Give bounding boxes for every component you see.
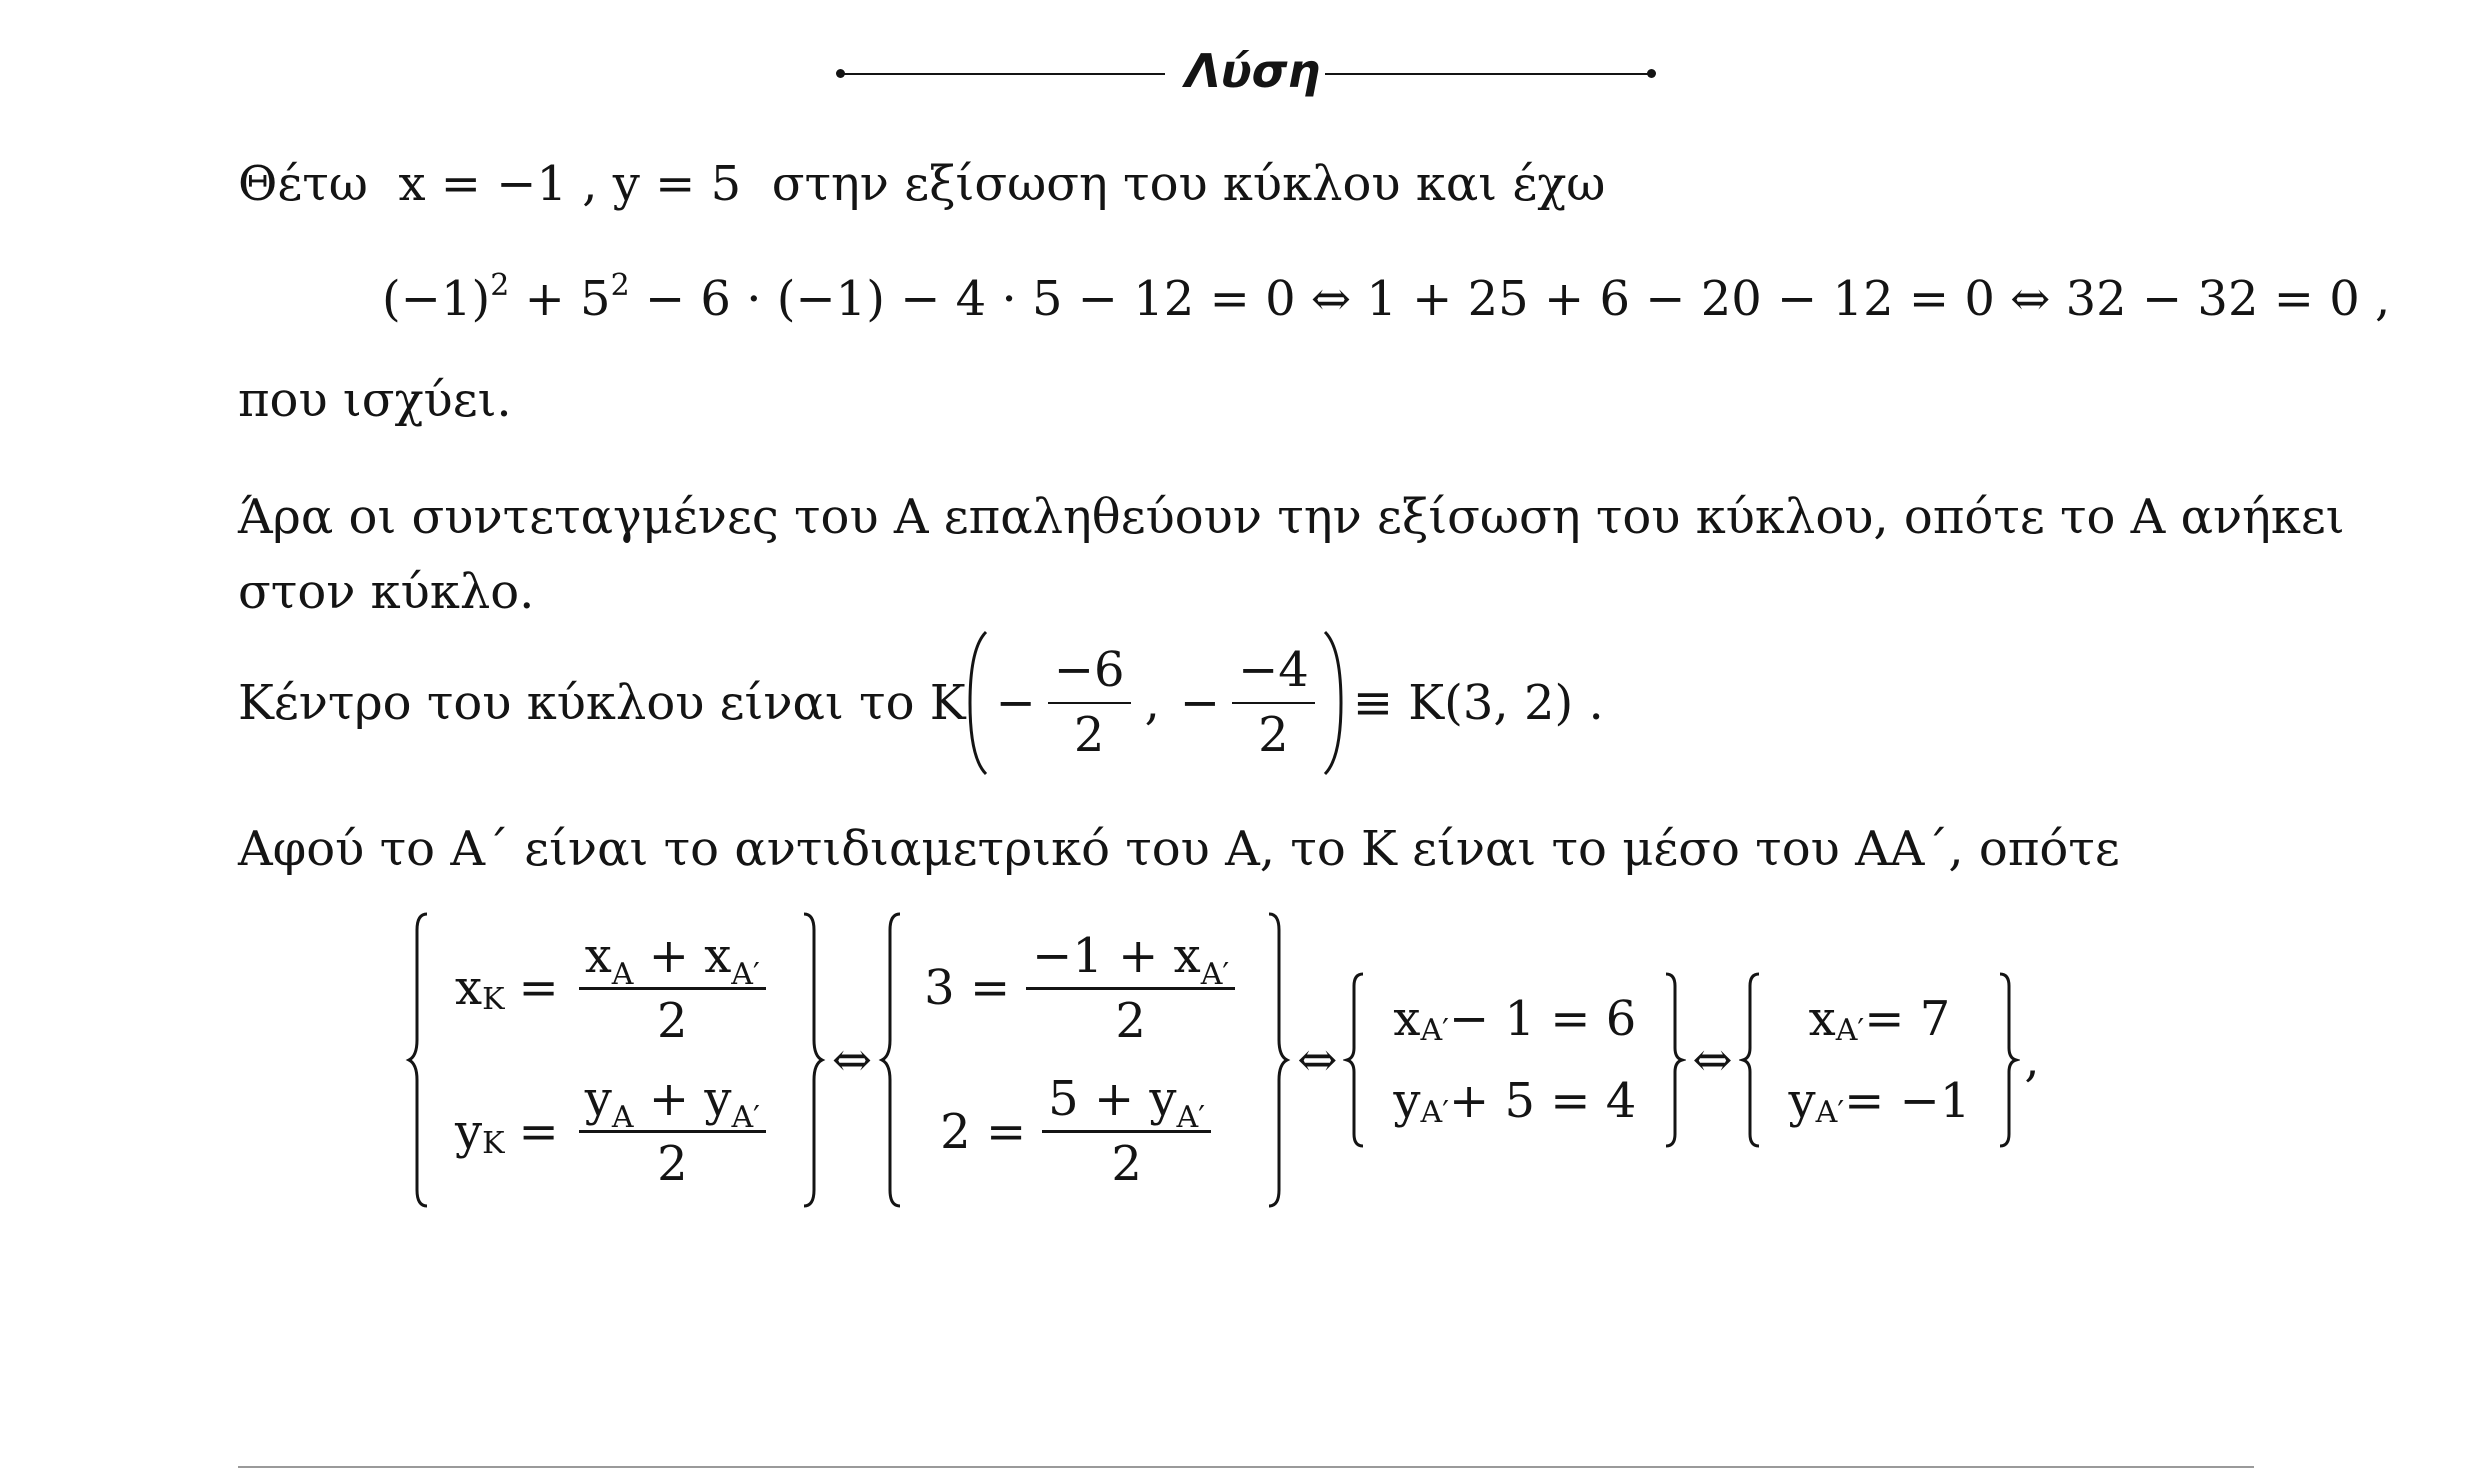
left-paren — [966, 628, 990, 778]
fraction-x-num: −6 — [1053, 642, 1125, 699]
s1-r1-lhs: x — [455, 960, 483, 1017]
fraction-x-bar — [1048, 702, 1131, 705]
s1-r1-num-b: x — [704, 927, 732, 984]
system4-row1 — [1808, 991, 1951, 1048]
s3-r1-b: − 1 = 6 — [1448, 991, 1637, 1047]
system3-right-brace — [1660, 970, 1686, 1150]
equation-check — [382, 268, 2391, 327]
solution-title: Λύση — [1185, 44, 1321, 98]
s2-r2-den: 2 — [1111, 1135, 1142, 1192]
intro-eq-x: x = −1 , — [398, 156, 598, 212]
s4-r2-sub: A′ — [1815, 1095, 1845, 1130]
s1-r2-lhs-sub: K — [482, 1125, 505, 1161]
s2-r1-frac — [1026, 927, 1235, 1049]
iff-1: ⇔ — [831, 1032, 873, 1088]
s1-r2-eq: = — [518, 1103, 559, 1160]
intro-suffix: στην εξίσωση του κύκλου και έχω — [771, 156, 1606, 212]
system3 — [1393, 991, 1637, 1130]
system2-left-brace — [878, 910, 906, 1210]
s1-r2-num-b-sub: A′ — [731, 1100, 760, 1135]
para3: Αφού το A΄ είναι το αντιδιαμετρικό του A, το K είναι το μέσο του AA΄, οπότε — [238, 821, 2120, 877]
para2-line1: Άρα οι συντεταγμένες του A επαληθεύουν την εξίσωση του κύκλου, οπότε το A ανήκει — [238, 489, 2345, 545]
center-line — [238, 628, 1604, 778]
eq-exp-1: 2 — [490, 268, 510, 303]
eq-term-2: + 5 — [509, 271, 611, 327]
system2-row2 — [924, 1071, 1241, 1192]
system3-row2 — [1393, 1073, 1637, 1130]
fraction-x — [1048, 642, 1131, 764]
equation-system — [405, 910, 2040, 1210]
center-comma: , — [1144, 675, 1160, 731]
system1-right-brace — [798, 910, 826, 1210]
s1-r2-den: 2 — [657, 1135, 688, 1192]
s1-r1-num-a-sub: A — [611, 956, 634, 992]
center-minus-2: − — [1179, 675, 1221, 731]
s3-r1-a: x — [1393, 991, 1421, 1047]
eq-rest: − 6 · (−1) − 4 · 5 − 12 = 0 ⇔ 1 + 25 + 6 − 20 − 12 = 0 ⇔ 32 − 32 = 0 , — [629, 271, 2391, 327]
s4-r1-a: x — [1808, 991, 1836, 1047]
intro-line — [238, 156, 1606, 212]
fraction-y-den: 2 — [1258, 707, 1289, 764]
right-paren — [1321, 628, 1345, 778]
intro-prefix: Θέτω — [238, 156, 368, 212]
system4-right-brace — [1994, 970, 2020, 1150]
system2-row1 — [924, 927, 1241, 1049]
s2-r2-lhs: 2 = — [940, 1103, 1027, 1160]
s1-r2-plus: + — [648, 1071, 690, 1127]
fraction-y-bar — [1232, 702, 1315, 705]
s1-r2-num — [579, 1071, 766, 1135]
system3-row1 — [1393, 991, 1637, 1048]
s2-r1-den: 2 — [1115, 992, 1146, 1049]
s2-r2-num-sub: A′ — [1176, 1100, 1206, 1135]
system1 — [455, 927, 772, 1192]
holds-text: που ισχύει. — [238, 372, 512, 428]
eq-term-1: (−1) — [382, 271, 491, 327]
system2 — [924, 927, 1241, 1192]
system3-left-brace — [1343, 970, 1369, 1150]
system1-row1 — [455, 927, 772, 1049]
s2-r2-num-text: 5 + y — [1048, 1071, 1177, 1127]
fraction-y — [1232, 642, 1315, 764]
s1-r2-num-b: y — [704, 1071, 732, 1127]
header-rule-right — [1325, 73, 1650, 75]
system4-row2 — [1788, 1073, 1971, 1130]
s1-r1-num-b-sub: A′ — [731, 956, 760, 992]
s3-r2-sub: A′ — [1420, 1095, 1450, 1130]
system1-row2 — [455, 1071, 772, 1192]
s1-r1-num-a: x — [584, 927, 612, 984]
s2-r1-lhs: 3 = — [924, 960, 1011, 1017]
s4-r1-b: = 7 — [1864, 991, 1951, 1047]
s2-r1-num — [1026, 927, 1235, 992]
s1-r1-num — [579, 927, 766, 992]
s4-r1-sub: A′ — [1835, 1013, 1865, 1048]
system2-right-brace — [1263, 910, 1291, 1210]
s3-r2-a: y — [1393, 1073, 1421, 1129]
s3-r1-sub: A′ — [1420, 1013, 1449, 1048]
s1-r1-eq: = — [518, 960, 559, 1017]
header-rule-left — [840, 73, 1165, 75]
s1-r1-lhs-sub: K — [482, 982, 505, 1018]
eq-exp-2: 2 — [610, 268, 630, 303]
s1-r2-num-a-sub: A — [611, 1100, 634, 1135]
iff-3: ⇔ — [1692, 1032, 1733, 1088]
para2-line2: στον κύκλο. — [238, 564, 535, 620]
s2-r2-num — [1042, 1071, 1211, 1135]
s1-r2-lhs: y — [455, 1103, 483, 1160]
s2-r2-frac — [1042, 1071, 1211, 1192]
s3-r2-b: + 5 = 4 — [1449, 1073, 1637, 1129]
s1-r1-plus: + — [648, 927, 689, 984]
s1-r2-frac — [579, 1071, 766, 1192]
center-minus-1: − — [995, 675, 1036, 731]
s4-r2-b: = −1 — [1844, 1073, 1971, 1129]
fraction-x-den: 2 — [1073, 707, 1105, 764]
s2-r1-num-text: −1 + x — [1032, 927, 1201, 984]
iff-2: ⇔ — [1297, 1032, 1338, 1088]
system4-left-brace — [1739, 970, 1765, 1150]
header-rule-right-dot — [1647, 69, 1656, 78]
s1-r1-frac — [579, 927, 766, 1049]
s2-r1-num-sub: A′ — [1200, 956, 1230, 992]
system-end-comma: , — [2024, 1032, 2040, 1088]
intro-eq-y: y = 5 — [612, 156, 742, 212]
s4-r2-a: y — [1788, 1073, 1816, 1129]
s1-r2-num-a: y — [584, 1071, 612, 1127]
center-prefix: Κέντρο του κύκλου είναι το K — [238, 675, 966, 731]
center-suffix: ≡ K(3, 2) . — [1352, 675, 1604, 731]
fraction-y-num: −4 — [1238, 642, 1309, 699]
footer-rule — [238, 1466, 2254, 1468]
system1-left-brace — [405, 910, 433, 1210]
s1-r1-den: 2 — [656, 992, 688, 1049]
system4 — [1788, 991, 1971, 1130]
